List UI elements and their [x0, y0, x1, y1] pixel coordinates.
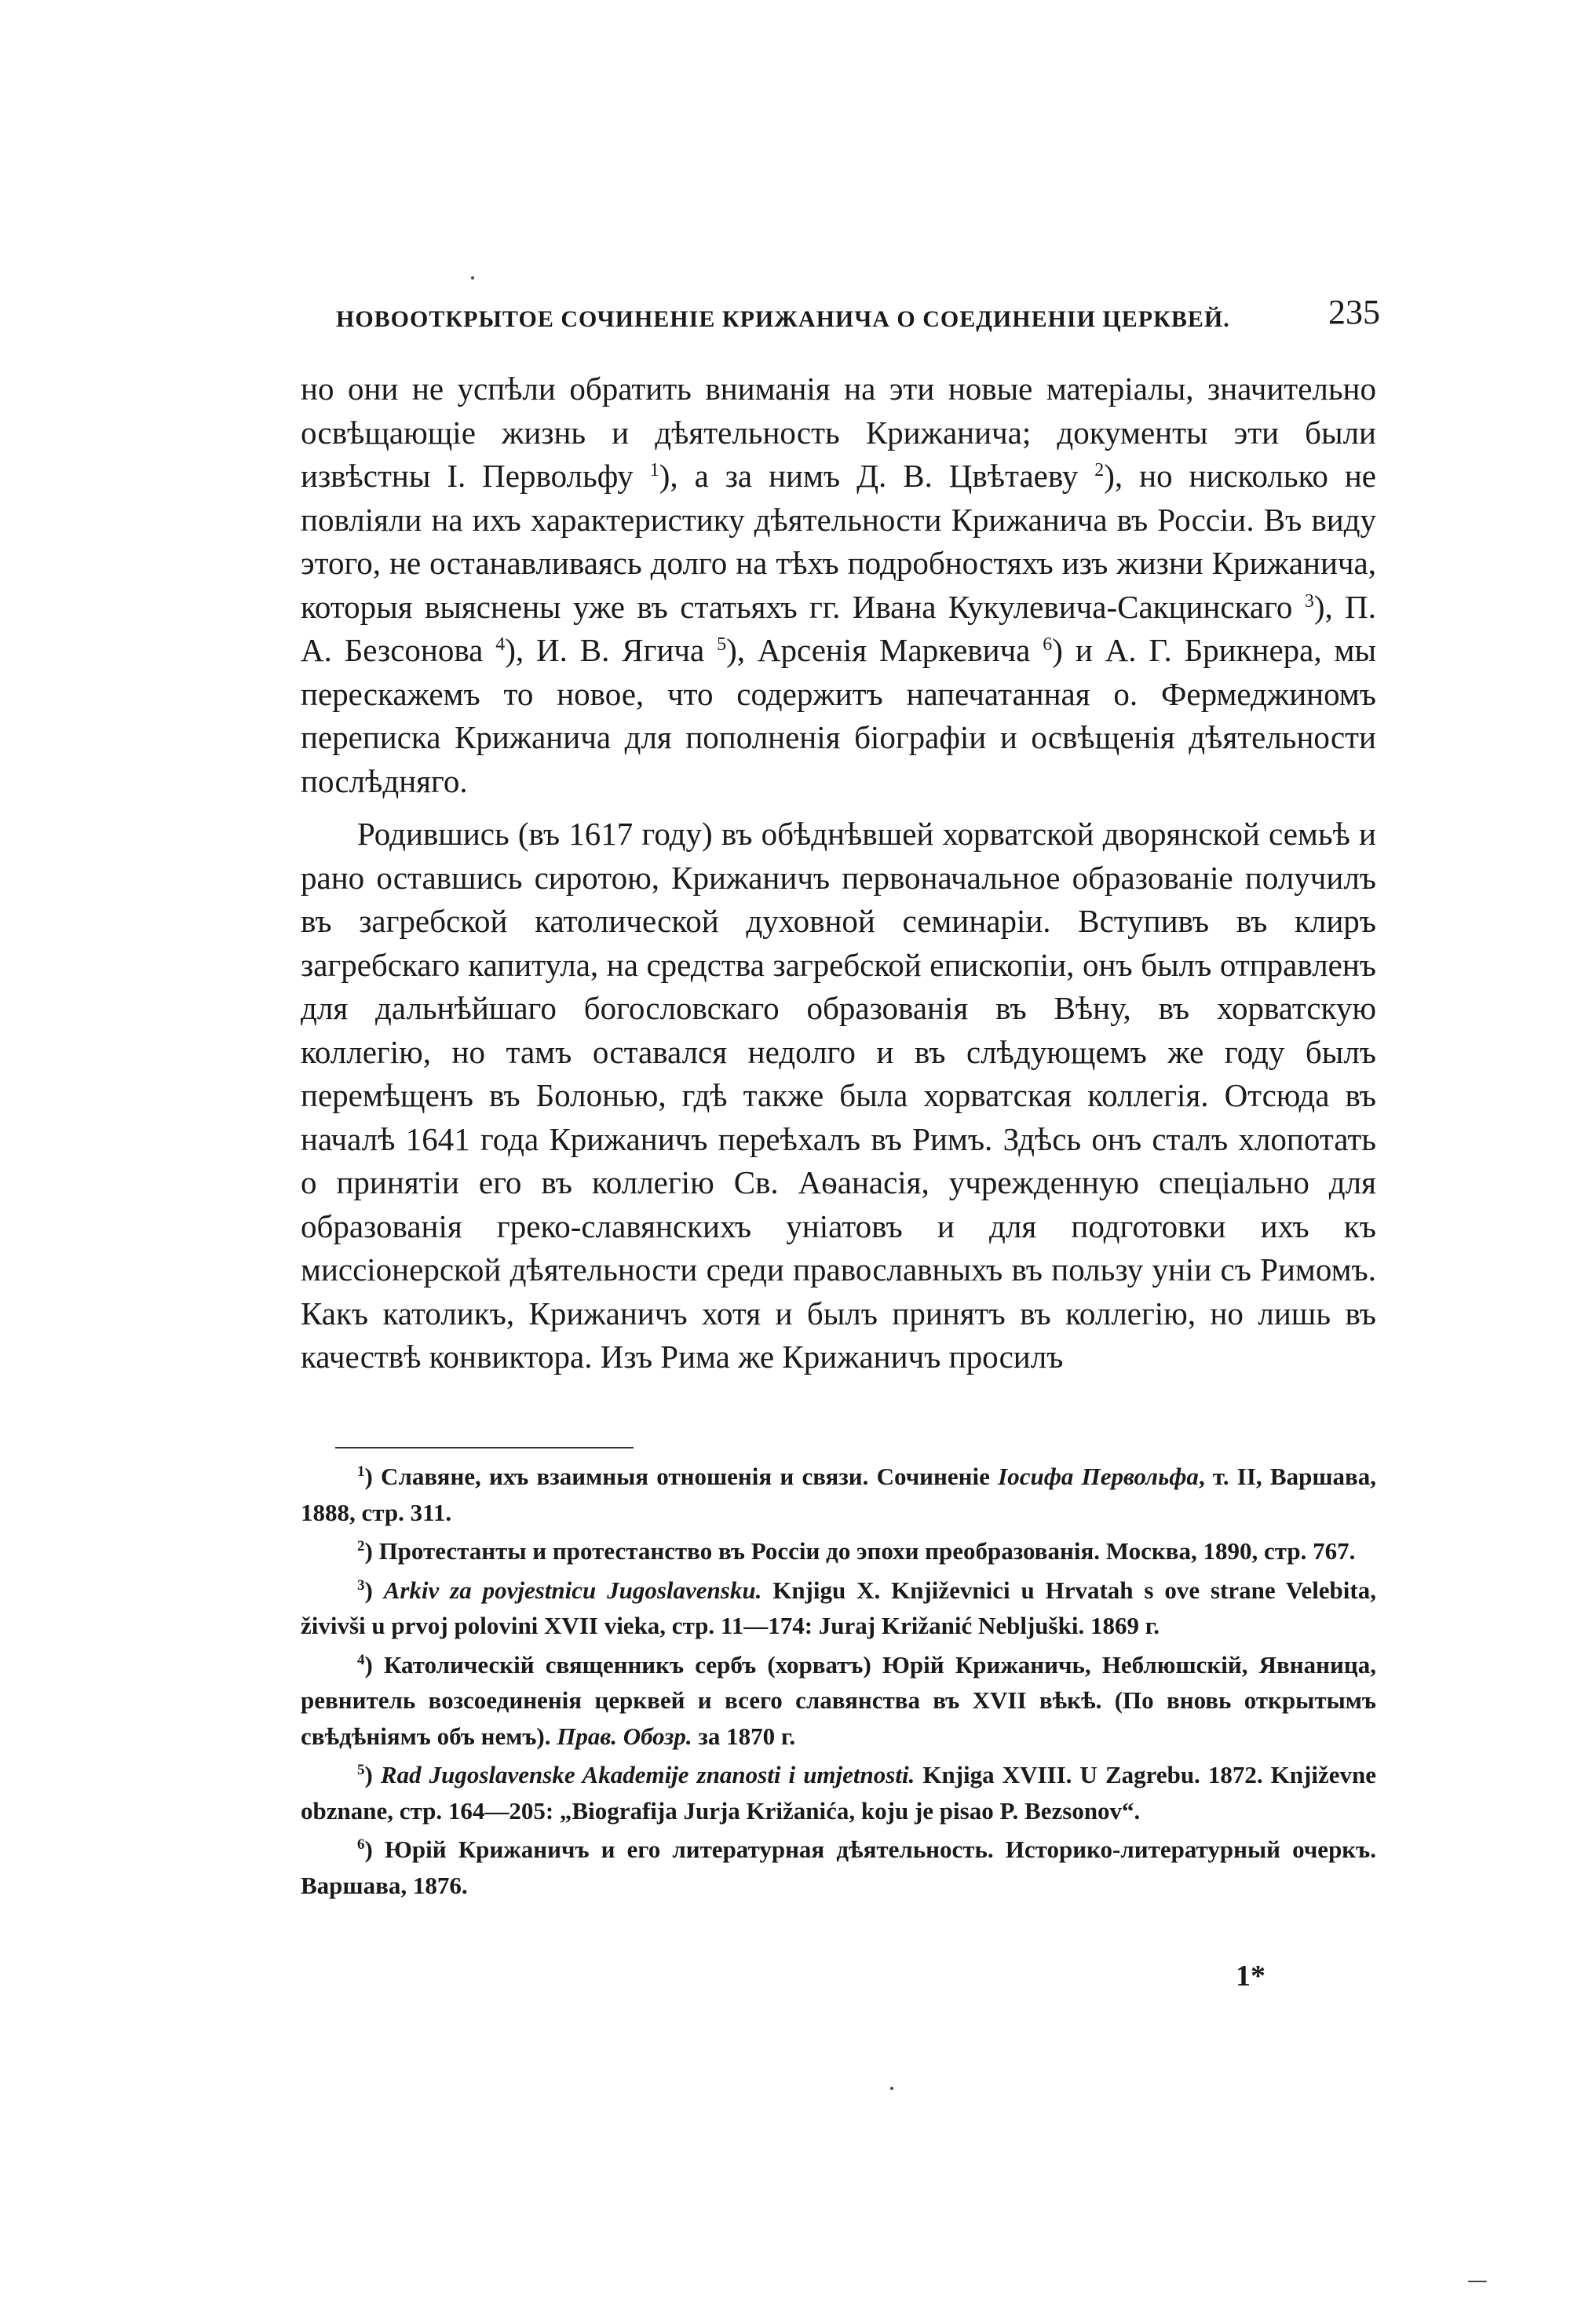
footnote: $^3$) Arkiv za povjestnicu Jugoslavensku. Knjigu X. Književnici u Hrvatah s ove strane Velebita, živivši u prvoj polovini XVII vieka, стр. 11—174: Juraj Križanić Nebljuški. 1869 г.	[301, 1576, 1376, 1639]
footnote-ref: 3	[1304, 590, 1314, 612]
footnote: $^6$) Юрій Крижаничъ и его литературная дѣятельность. Историко-литературный очеркъ. Варшава, 1876.	[301, 1836, 1376, 1899]
running-title: НОВООТКРЫТОЕ СОЧИНЕНІЕ КРИЖАНИЧА О СОЕДИНЕНІИ ЦЕРКВЕЙ.	[336, 306, 1230, 332]
footnote-ref: 2	[1094, 460, 1105, 480]
scan-speck	[471, 276, 474, 279]
page-header	[336, 292, 1380, 347]
footnote: $^1$) Славяне, ихъ взаимныя отношенія и связи. Сочиненіе Іосифа Первольфа, т. II, Варшава, 1888, стр. 311.	[301, 1463, 1376, 1526]
paragraph: Родившись (въ 1617 году) въ обѣднѣвшей хорватской дворянской семьѣ и рано оставшись сиротою, Крижаничъ первоначальное образованіе получилъ въ загребской католической духовной семинаріи. Вступивъ въ клиръ загребскаго капитула, на средства загребской епископіи, онъ былъ отправленъ для дальнѣйшаго богословскаго образованія въ Вѣну, въ хорватскую коллегію, но тамъ оставался недолго и въ слѣдующемъ же году былъ перемѣщенъ въ Болонью, гдѣ также была хорватская коллегія. Отсюда въ началѣ 1641 года Крижаничъ переѣхалъ въ Римъ. Здѣсь онъ сталъ хлопотать о принятіи его въ коллегію Св. Аѳанасія, учрежденную спеціально для образованія греко-славянскихъ уніатовъ и для подготовки ихъ къ миссіонерской дѣятельности среди православныхъ въ пользу уніи съ Римомъ. Какъ католикъ, Крижаничъ хотя и былъ принятъ въ коллегію, но лишь въ качествѣ конвиктора. Изъ Рима же Крижаничъ просилъ	[301, 816, 1376, 1375]
footnote-divider	[335, 1447, 634, 1448]
footnote-ref: 1	[649, 460, 659, 480]
scan-speck	[890, 2087, 893, 2090]
footnote: $^4$) Католическій священникъ сербъ (хорватъ) Юрій Крижаничь, Неблюшскій, Явнаница, ревнитель возсоединенія церквей и всего славянства въ XVII вѣкѣ. (По вновь открытымъ свѣдѣніямъ объ немъ). Прав. Обозр. за 1870 г.	[301, 1650, 1376, 1750]
scan-speck	[1468, 2281, 1487, 2282]
footnote-ref: 6	[1043, 634, 1053, 655]
footnotes	[301, 1459, 1376, 1906]
footnote: $^5$) Rad Jugoslavenske Akademije znanosti i umjetnosti. Knjiga XVIII. U Zagrebu. 1872. Književne obznane, стр. 164—205: „Biografija Jurja Križanića, koju je pisao P. Bezsonov“.	[301, 1761, 1376, 1825]
footnote-ref: 5	[717, 634, 727, 655]
paragraph-continued: но они не успѣли обратить вниманія на эти новые матеріалы, значительно освѣщающіе жизнь и дѣятельность Крижанича; документы эти были извѣстны І. Первольфу $^1$), а за нимъ Д. В. Цвѣтаеву $^2$), но нисколько не повліяли на ихъ характеристику дѣятельности Крижанича въ Россіи. Въ виду этого, не останавливаясь долго на тѣхъ подробностяхъ изъ жизни Крижанича, которыя выяснены уже въ статьяхъ гг. Ивана Кукулевича-Сакцинскаго $^3$), П. А. Безсонова $^4$), И. В. Ягича $^5$), Арсенія Маркевича $^6$) и А. Г. Брикнера, мы перескажемъ то новое, что содержитъ напечатанная о. Фермеджиномъ переписка Крижанича для пополненія біографіи и освѣщенія дѣятельности послѣдняго.	[301, 371, 1377, 799]
signature-mark: 1*	[1236, 1960, 1265, 1993]
page-number: 235	[1328, 293, 1380, 331]
footnote: $^2$) Протестанты и протестанство въ Россіи до эпохи преобразованія. Москва, 1890, стр. 767.	[357, 1537, 1356, 1565]
main-text	[301, 367, 1376, 1379]
footnote-ref: 4	[495, 634, 506, 655]
